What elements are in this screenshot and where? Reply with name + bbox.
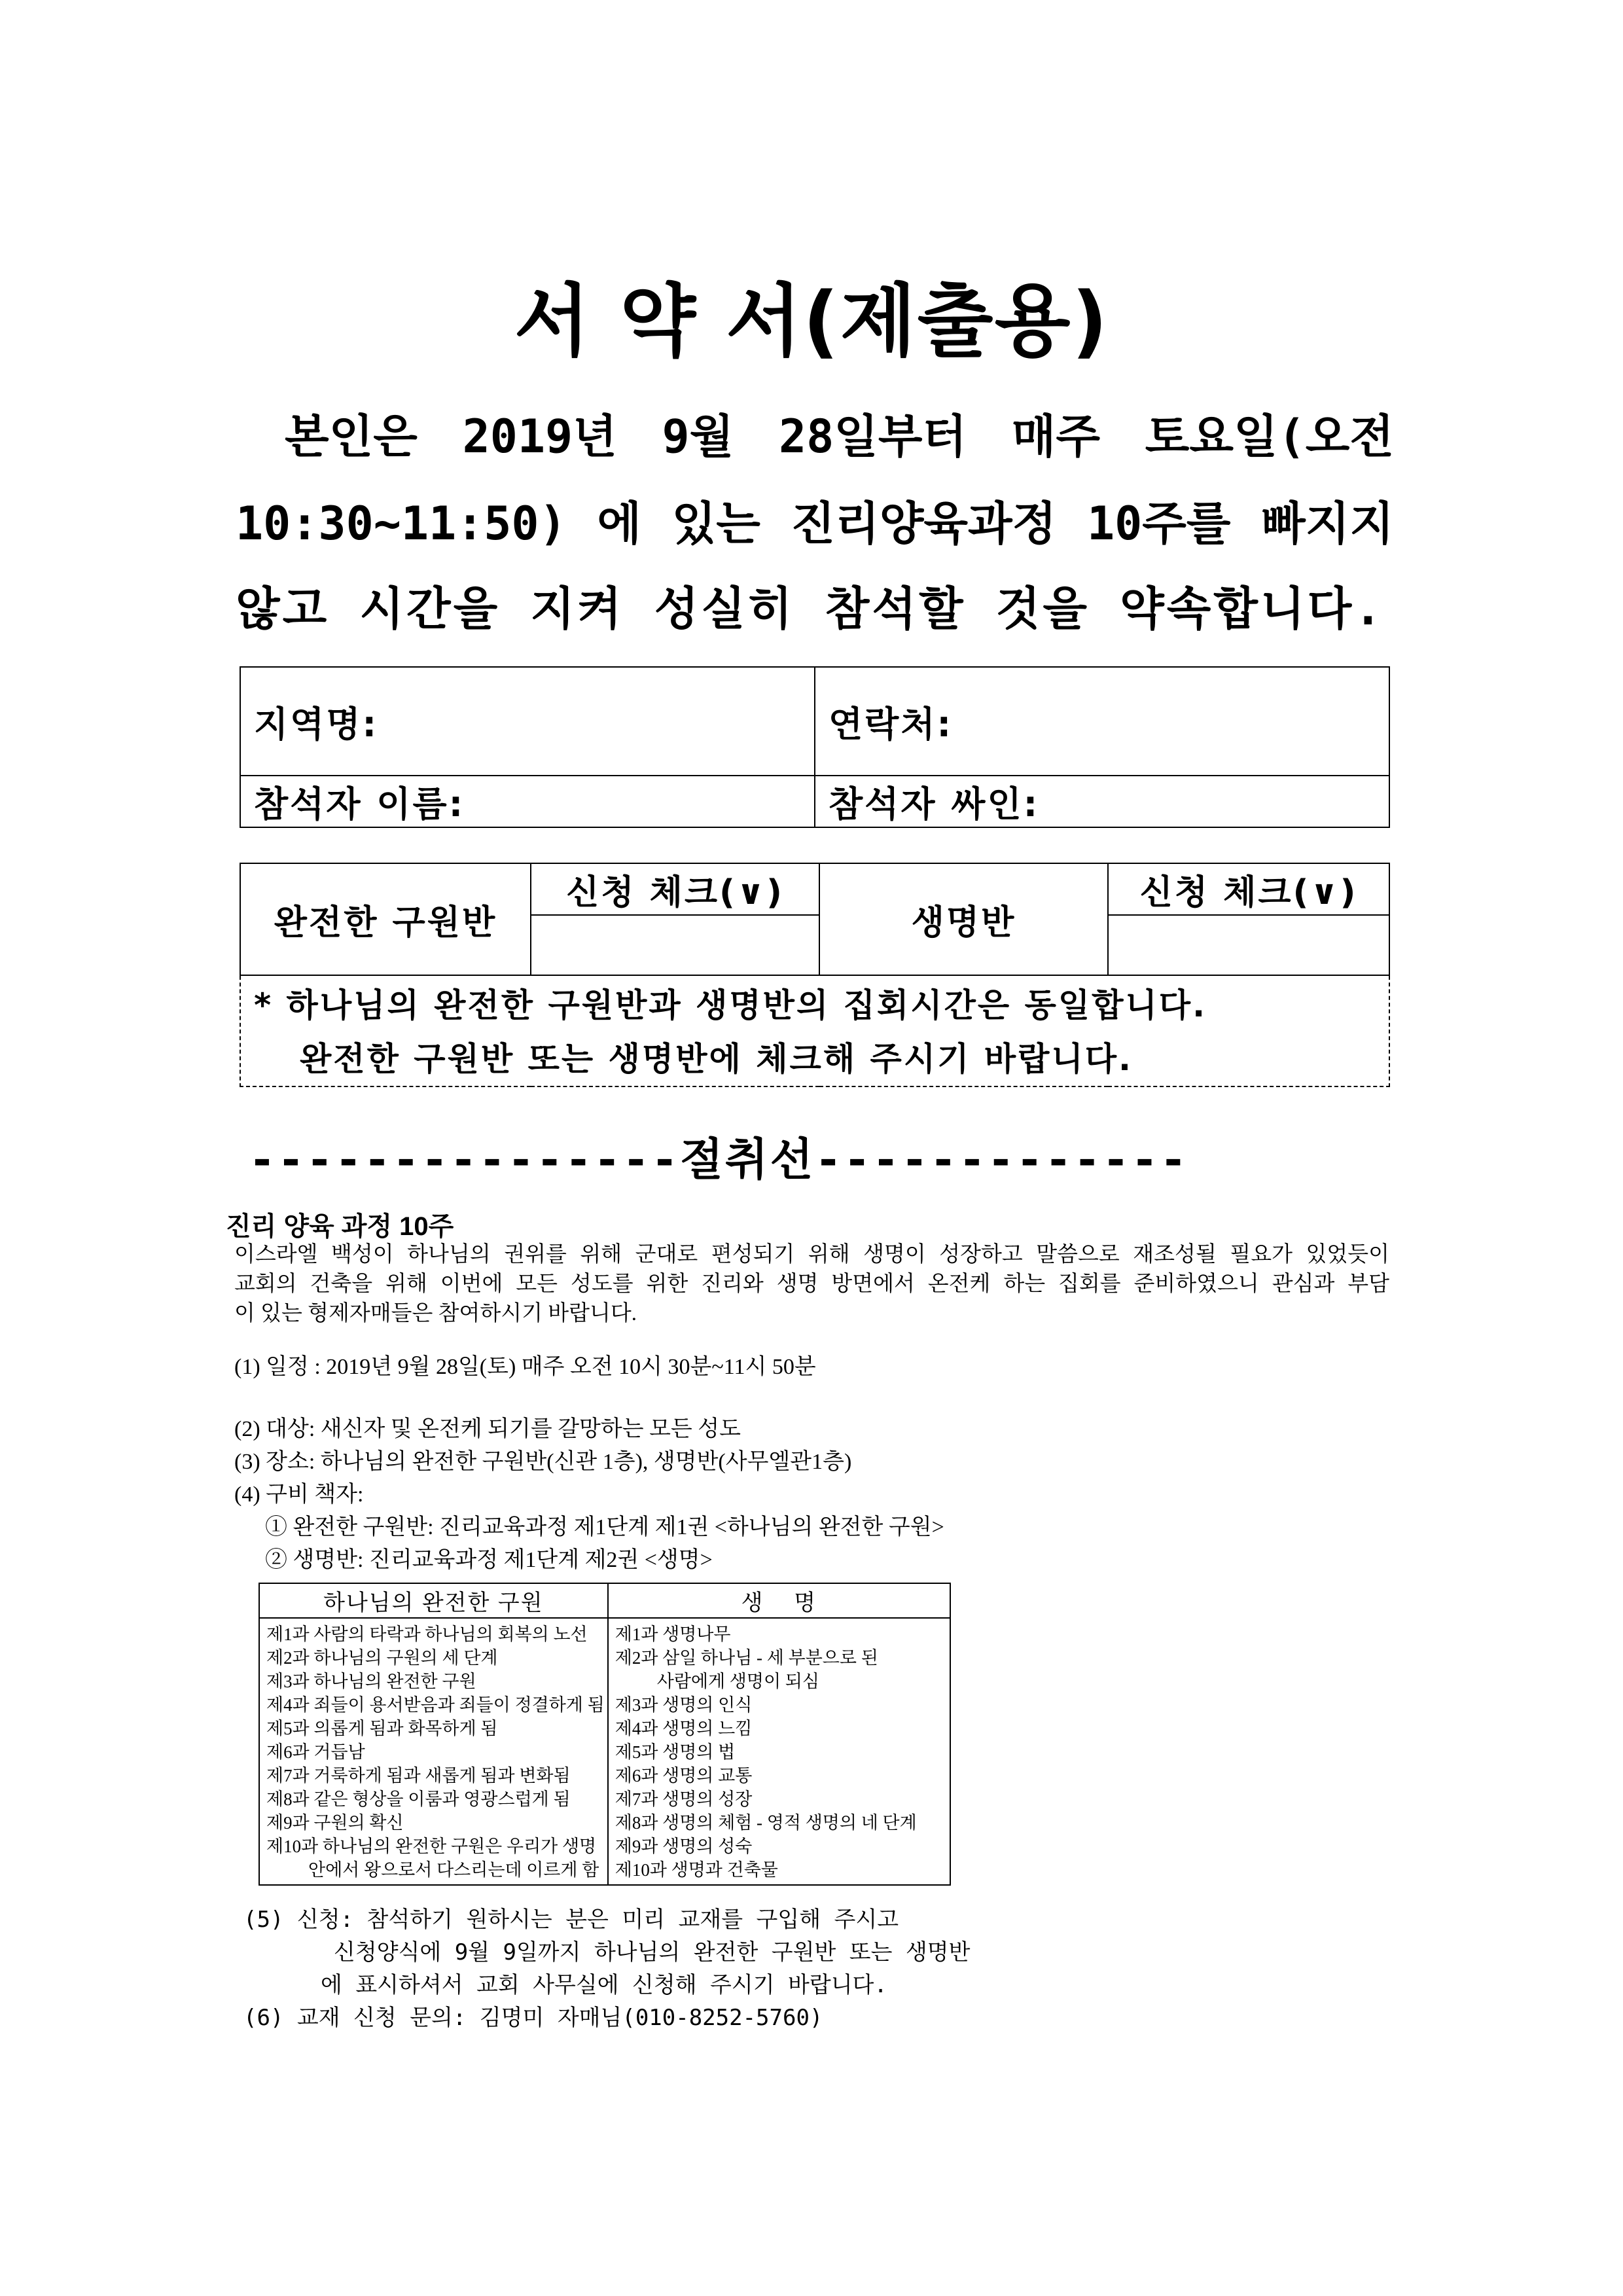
class-complete-salvation: 완전한 구원반 — [240, 863, 531, 975]
lesson-item: 안에서 왕으로서 다스리는데 이르게 함 — [308, 1860, 599, 1880]
apply-line-2: 신청양식에 9월 9일까지 하나님의 완전한 구원반 또는 생명반 — [334, 1939, 971, 1965]
lesson-item: 제6과 거듭남 — [266, 1742, 365, 1762]
lesson-item: 제7과 생명의 성장 — [615, 1789, 753, 1809]
check-label-salvation: 신청 체크(∨) — [531, 863, 819, 915]
attendee-name-field[interactable] — [240, 776, 815, 827]
class-note-line-1: * 하나님의 완전한 구원반과 생명반의 집회시간은 동일합니다. — [254, 986, 1207, 1024]
book-item-2: ② 생명반: 진리교육과정 제1단계 제2권 <생명> — [265, 1548, 713, 1572]
lesson-item: 제5과 생명의 법 — [615, 1742, 736, 1762]
target-item: (2) 대상: 새신자 및 온전케 되기를 갈망하는 모든 성도 — [234, 1417, 741, 1441]
lesson-item: 제6과 생명의 교통 — [615, 1766, 753, 1785]
lesson-item: 사람에게 생명이 되심 — [656, 1672, 819, 1691]
schedule-item: (1) 일정 : 2019년 9월 28일(토) 매주 오전 10시 30분~11시 50분 — [234, 1355, 816, 1379]
lesson-item: 제8과 생명의 체험 - 영적 생명의 네 단계 — [615, 1813, 917, 1833]
contact-label: 연락처: — [829, 703, 954, 745]
check-label-life: 신청 체크(∨) — [1108, 863, 1389, 915]
lesson-item: 제1과 사람의 타락과 하나님의 회복의 노선 — [266, 1624, 588, 1644]
lesson-item: 제1과 생명나무 — [615, 1624, 731, 1644]
intro-line-2: 교회의 건축을 위해 이번에 모든 성도를 위한 진리와 생명 방면에서 온전케 하는 집회를 준비하였으니 관심과 부담 — [234, 1272, 1389, 1296]
curriculum-salvation-list — [259, 1618, 608, 1885]
intro-line-1: 이스라엘 백성이 하나님의 권위를 위해 군대로 편성되기 위해 생명이 성장하고 말씀으로 재조성될 필요가 있었듯이 — [234, 1243, 1389, 1266]
lesson-item: 제9과 생명의 성숙 — [615, 1837, 753, 1856]
attendee-name-label: 참석자 이름: — [254, 783, 465, 825]
apply-line-1: (5) 신청: 참석하기 원하시는 분은 미리 교재를 구입해 주시고 — [243, 1907, 899, 1933]
book-item-1: ① 완전한 구원반: 진리교육과정 제1단계 제1권 <하나님의 완전한 구원> — [265, 1515, 944, 1539]
lesson-item: 제2과 삼일 하나님 - 세 부분으로 된 — [615, 1648, 878, 1668]
lesson-item: 제8과 같은 형상을 이룸과 영광스럽게 됨 — [266, 1789, 571, 1809]
lesson-item: 제9과 구원의 확신 — [266, 1813, 404, 1833]
curriculum-table — [259, 1583, 951, 1886]
cut-line: ---------------절취선------------- — [249, 1134, 1189, 1186]
lesson-item: 제3과 생명의 인식 — [615, 1695, 753, 1715]
lesson-item: 제2과 하나님의 구원의 세 단계 — [266, 1648, 498, 1668]
region-label: 지역명: — [254, 703, 379, 745]
region-field[interactable] — [240, 667, 815, 776]
pledge-line-1: 본인은 2019년 9월 28일부터 매주 토요일(오전 — [285, 410, 1394, 463]
course-intro — [234, 1240, 1389, 1329]
lesson-item: 제3과 하나님의 완전한 구원 — [266, 1672, 476, 1691]
class-note-line-2: 완전한 구원반 또는 생명반에 체크해 주시기 바랍니다. — [300, 1040, 1133, 1078]
class-note — [240, 975, 1389, 1086]
inquiry-line: (6) 교재 신청 문의: 김명미 자매님(010-8252-5760) — [243, 2005, 823, 2031]
lesson-item: 제4과 생명의 느낌 — [615, 1719, 753, 1738]
curriculum-header-life: 생 명 — [608, 1583, 950, 1618]
books-label: (4) 구비 책자: — [234, 1482, 364, 1507]
document-title: 서 약 서(제출용) — [514, 276, 1109, 367]
pledge-line-3: 않고 시간을 지켜 성실히 참석할 것을 약속합니다. — [236, 582, 1385, 636]
check-box-salvation[interactable] — [531, 915, 819, 975]
curriculum-life-list — [608, 1618, 950, 1885]
place-item: (3) 장소: 하나님의 완전한 구원반(신관 1층), 생명반(사무엘관1층) — [234, 1450, 852, 1474]
course-title: 진리 양육 과정 10주 — [226, 1212, 454, 1241]
class-life: 생명반 — [819, 863, 1108, 975]
lesson-item: 제10과 생명과 건축물 — [615, 1860, 778, 1880]
intro-line-3: 이 있는 형제자매들은 참여하시기 바랍니다. — [234, 1302, 637, 1325]
curriculum-header-salvation: 하나님의 완전한 구원 — [259, 1583, 608, 1618]
apply-line-3: 에 표시하셔서 교회 사무실에 신청해 주시기 바랍니다. — [321, 1972, 887, 1998]
check-box-life[interactable] — [1108, 915, 1389, 975]
lesson-item: 제7과 거룩하게 됨과 새롭게 됨과 변화됨 — [266, 1766, 571, 1785]
lesson-item: 제5과 의롭게 됨과 화목하게 됨 — [266, 1719, 498, 1738]
pledge-line-2: 10:30~11:50) 에 있는 진리양육과정 10주를 빠지지 — [236, 497, 1394, 550]
lesson-item: 제4과 죄들이 용서받음과 죄들이 정결하게 됨 — [266, 1695, 605, 1715]
attendee-info-table — [240, 666, 1390, 828]
lesson-item: 제10과 하나님의 완전한 구원은 우리가 생명 — [266, 1837, 597, 1856]
contact-field[interactable] — [815, 667, 1389, 776]
attendee-sign-label: 참석자 싸인: — [829, 783, 1040, 825]
attendee-sign-field[interactable] — [815, 776, 1389, 827]
class-selection-table — [240, 863, 1390, 1087]
